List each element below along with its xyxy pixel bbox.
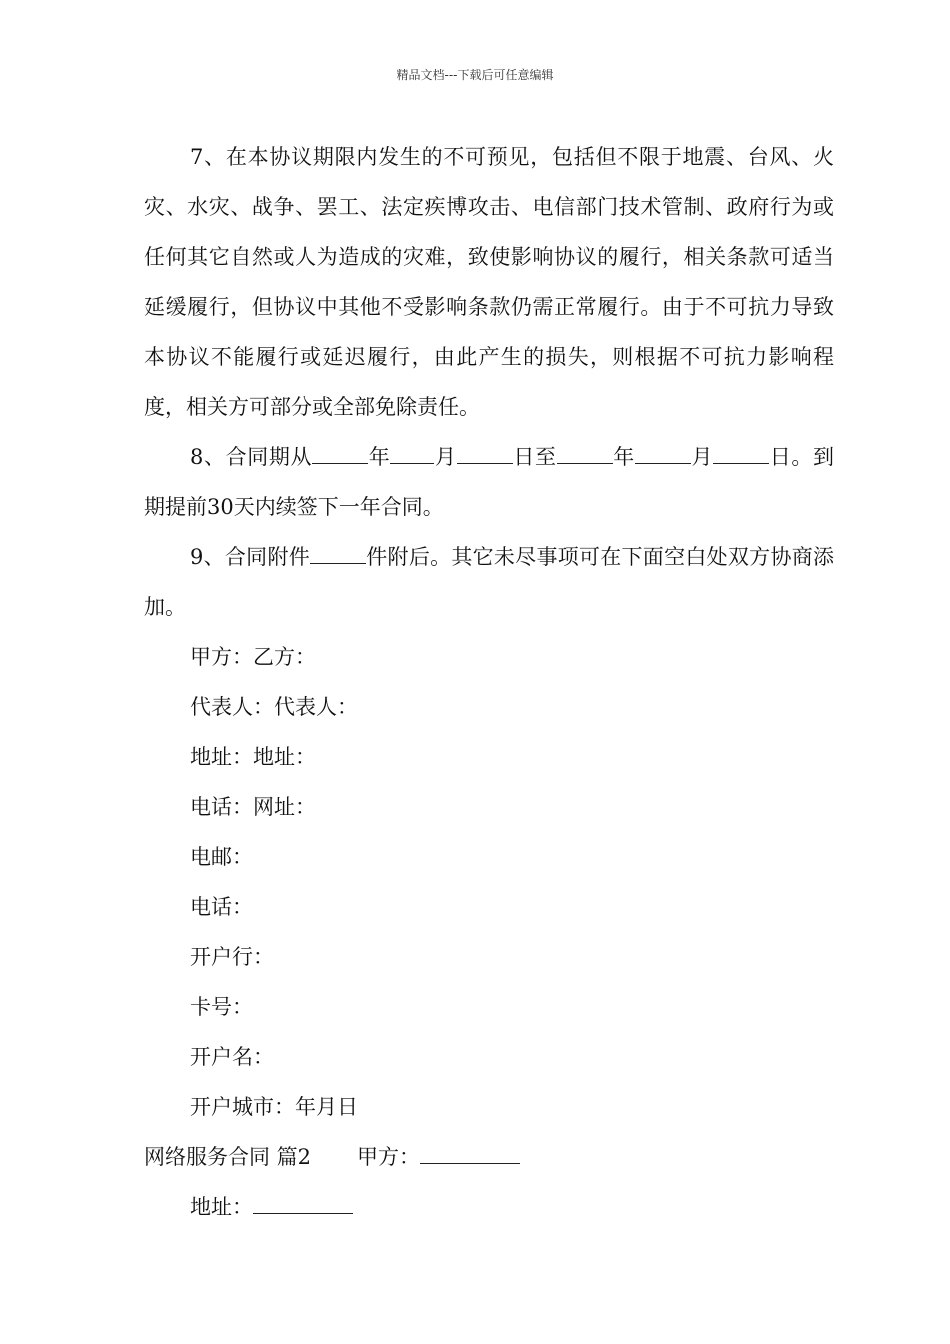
clause-8-renewal: 到期提前30天内续签下一年合同。 — [144, 445, 835, 519]
clause-9-suffix: 件附后。其它未尽事项可在下面空白处双方协商添加。 — [144, 545, 834, 619]
blank-start-day[interactable] — [457, 441, 513, 464]
field-account-name: 开户名： — [190, 1045, 274, 1069]
field-party-ab: 甲方：乙方： — [190, 645, 316, 669]
field-email: 电邮： — [190, 845, 253, 869]
label-day-to: 日至 — [512, 445, 557, 469]
blank-end-month[interactable] — [635, 441, 691, 464]
blank-start-month[interactable] — [390, 441, 434, 464]
blank-address[interactable] — [253, 1191, 353, 1214]
clause-8-prefix: 8、合同期从 — [190, 445, 313, 469]
clause-9-prefix: 9、合同附件 — [190, 545, 310, 569]
label-month: 月 — [690, 445, 714, 469]
section-2-address — [144, 1182, 834, 1232]
field-bank: 开户行： — [190, 945, 274, 969]
field-representative: 代表人：代表人： — [190, 695, 358, 719]
label-month: 月 — [434, 445, 457, 469]
page-header: 精品文档---下载后可任意编辑 — [396, 68, 554, 82]
clause-7: 7、在本协议期限内发生的不可预见，包括但不限于地震、台风、火灾、水灾、战争、罢工、法定疾博攻击、电信部门技术管制、政府行为或任何其它自然或人为造成的灾难，致使影响协议的履行，相关条款可适当延缓履行，但协议中其他不受影响条款仍需正常履行。由于不可抗力导致本协议不能履行或延迟履行，由此产生的损失，则根据不可抗力影响程度，相关方可部分或全部免除责任。 — [144, 145, 834, 419]
document-body — [144, 132, 834, 1232]
label-year: 年 — [368, 445, 391, 469]
blank-start-year[interactable] — [312, 441, 368, 464]
blank-end-day[interactable] — [713, 441, 769, 464]
blank-attachment-count[interactable] — [310, 541, 366, 564]
section-2-title: 网络服务合同 篇2 — [144, 1145, 312, 1169]
blank-end-year[interactable] — [557, 441, 613, 464]
field-address: 地址：地址： — [190, 745, 316, 769]
clause-8 — [144, 432, 834, 532]
field-card-number: 卡号： — [190, 995, 253, 1019]
section-2-address-label: 地址： — [190, 1195, 253, 1219]
clause-9 — [144, 532, 834, 632]
section-2-heading — [144, 1132, 834, 1182]
field-bank-city-date: 开户城市：年月日 — [190, 1095, 358, 1119]
label-day-end: 日。 — [769, 445, 814, 469]
section-2-party-a-label: 甲方： — [357, 1145, 421, 1169]
field-phone: 电话： — [190, 895, 253, 919]
blank-party-a[interactable] — [420, 1141, 520, 1164]
field-phone-website: 电话：网址： — [190, 795, 316, 819]
label-year: 年 — [612, 445, 635, 469]
